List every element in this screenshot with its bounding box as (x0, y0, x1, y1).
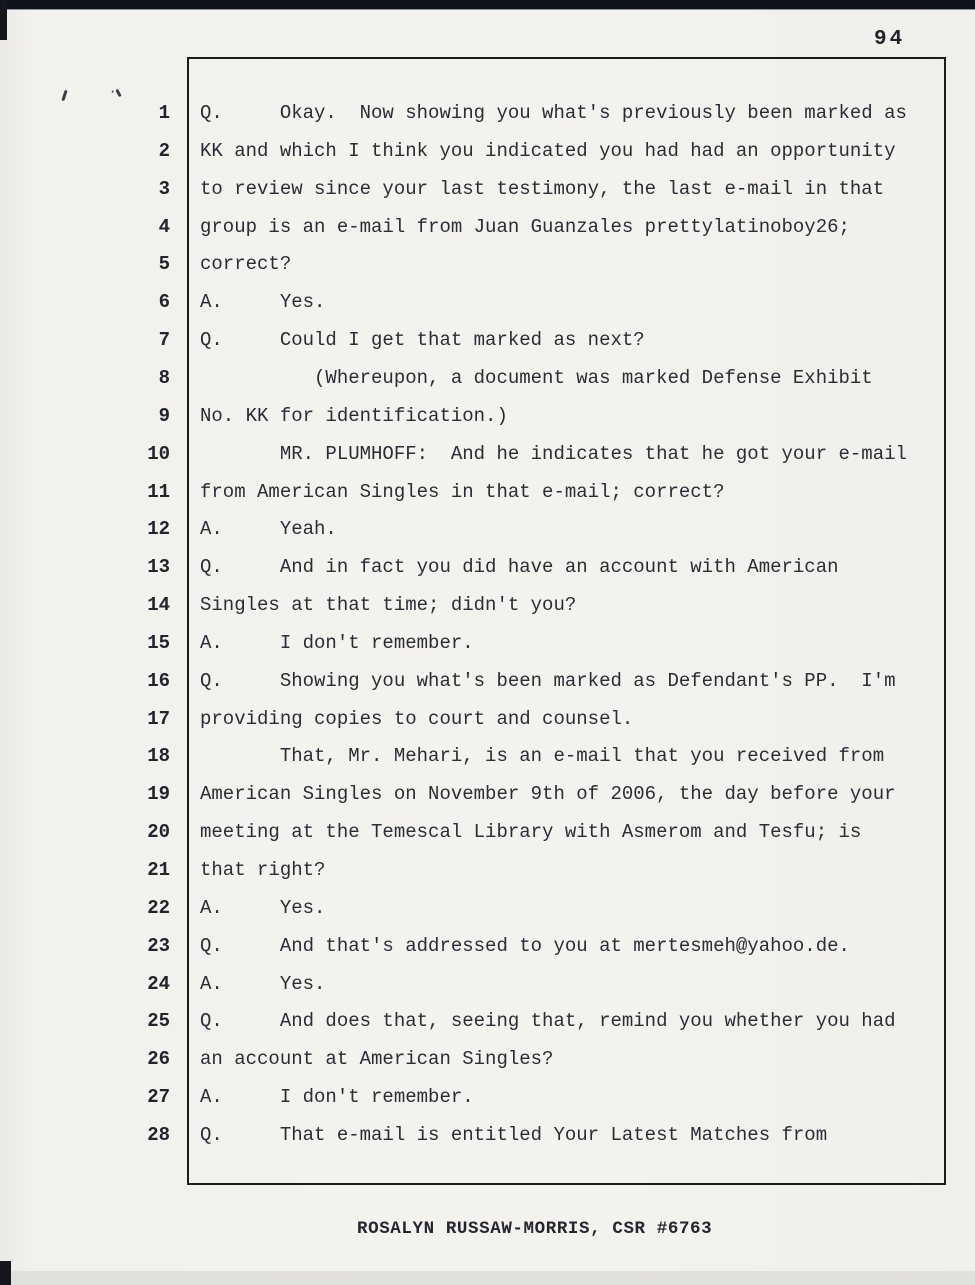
line-text: A. I don't remember. (200, 1086, 474, 1109)
line-number: 3 (158, 177, 170, 200)
transcript-line (0, 624, 975, 662)
transcript-line (0, 813, 975, 851)
line-text: correct? (200, 253, 292, 276)
line-text: Q. And that's addressed to you at mertesmeh@yahoo.de. (200, 934, 850, 957)
transcript-line (0, 359, 975, 397)
line-number: 23 (147, 934, 170, 957)
transcript-line (0, 851, 975, 889)
line-number: 10 (147, 442, 170, 465)
line-text: an account at American Singles? (200, 1048, 554, 1071)
line-text: A. Yes. (200, 896, 326, 919)
line-text: Q. And does that, seeing that, remind you whether you had (200, 1010, 896, 1033)
transcript-line (0, 435, 975, 473)
line-number: 7 (158, 329, 170, 352)
transcript-line (0, 548, 975, 586)
line-text: from American Singles in that e-mail; correct? (200, 480, 725, 503)
line-text: meeting at the Temescal Library with Asmerom and Tesfu; is (200, 821, 862, 844)
line-text: Q. Okay. Now showing you what's previously been marked as (200, 102, 907, 124)
line-number: 13 (147, 556, 170, 579)
transcript-line (0, 245, 975, 283)
transcript-line (0, 283, 975, 321)
transcript-line (0, 510, 975, 548)
line-text: providing copies to court and counsel. (200, 707, 634, 730)
line-number: 5 (158, 253, 170, 276)
transcript-line (0, 927, 975, 965)
transcript-line (0, 94, 975, 132)
line-text: A. I don't remember. (200, 631, 474, 654)
line-number: 22 (147, 896, 170, 919)
line-text: KK and which I think you indicated you had had an opportunity (200, 139, 896, 162)
line-number: 28 (147, 1123, 170, 1146)
line-text: to review since your last testimony, the last e-mail in that (200, 177, 885, 200)
line-text: Q. Showing you what's been marked as Defendant's PP. I'm (200, 669, 896, 692)
line-number: 15 (147, 631, 170, 654)
line-text: A. Yeah. (200, 518, 337, 541)
transcript-line (0, 1002, 975, 1040)
line-text: American Singles on November 9th of 2006, the day before your (200, 783, 896, 806)
line-number: 12 (147, 518, 170, 541)
line-text: Singles at that time; didn't you? (200, 594, 577, 617)
transcript-line (0, 473, 975, 511)
line-number: 25 (147, 1010, 170, 1033)
line-text: Q. That e-mail is entitled Your Latest Matches from (200, 1123, 828, 1146)
line-text: No. KK for identification.) (200, 404, 508, 427)
line-number: 8 (158, 366, 170, 389)
line-number: 20 (147, 821, 170, 844)
transcript-line (0, 397, 975, 435)
transcript-line (0, 965, 975, 1003)
line-number: 16 (147, 669, 170, 692)
line-text: A. Yes. (200, 972, 326, 995)
line-text: Q. And in fact you did have an account with American (200, 556, 839, 579)
transcript-line (0, 1040, 975, 1078)
line-number: 27 (147, 1086, 170, 1109)
line-text: A. Yes. (200, 291, 326, 314)
line-number: 2 (158, 139, 170, 162)
line-number: 14 (147, 594, 170, 617)
transcript-line (0, 586, 975, 624)
line-number: 9 (158, 404, 170, 427)
line-text: group is an e-mail from Juan Guanzales prettylatinoboy26; (200, 215, 850, 238)
line-text: that right? (200, 859, 326, 881)
transcript-line (0, 208, 975, 246)
transcript-line (0, 1078, 975, 1116)
transcript-line (0, 700, 975, 738)
line-number: 4 (158, 215, 170, 238)
page-number: 94 (874, 28, 906, 51)
line-number: 21 (147, 859, 170, 881)
line-text: That, Mr. Mehari, is an e-mail that you received from (200, 745, 885, 768)
line-number: 19 (147, 783, 170, 806)
transcript-line (0, 737, 975, 775)
line-number: 11 (147, 480, 170, 503)
line-text: (Whereupon, a document was marked Defense Exhibit (200, 366, 873, 389)
line-number: 17 (147, 707, 170, 730)
line-text: Q. Could I get that marked as next? (200, 329, 645, 352)
transcript-line (0, 132, 975, 170)
line-number: 18 (147, 745, 170, 768)
transcript-line (0, 662, 975, 700)
line-text: MR. PLUMHOFF: And he indicates that he got your e-mail (200, 442, 907, 465)
line-number: 26 (147, 1048, 170, 1071)
transcript-line (0, 1116, 975, 1154)
line-number: 24 (147, 972, 170, 995)
line-number: 6 (158, 291, 170, 314)
transcript-line (0, 889, 975, 927)
reporter-footer: ROSALYN RUSSAW-MORRIS, CSR #6763 (357, 1219, 713, 1239)
transcript-line (0, 775, 975, 813)
transcript-line (0, 321, 975, 359)
transcript-line (0, 170, 975, 208)
line-number: 1 (158, 102, 170, 124)
